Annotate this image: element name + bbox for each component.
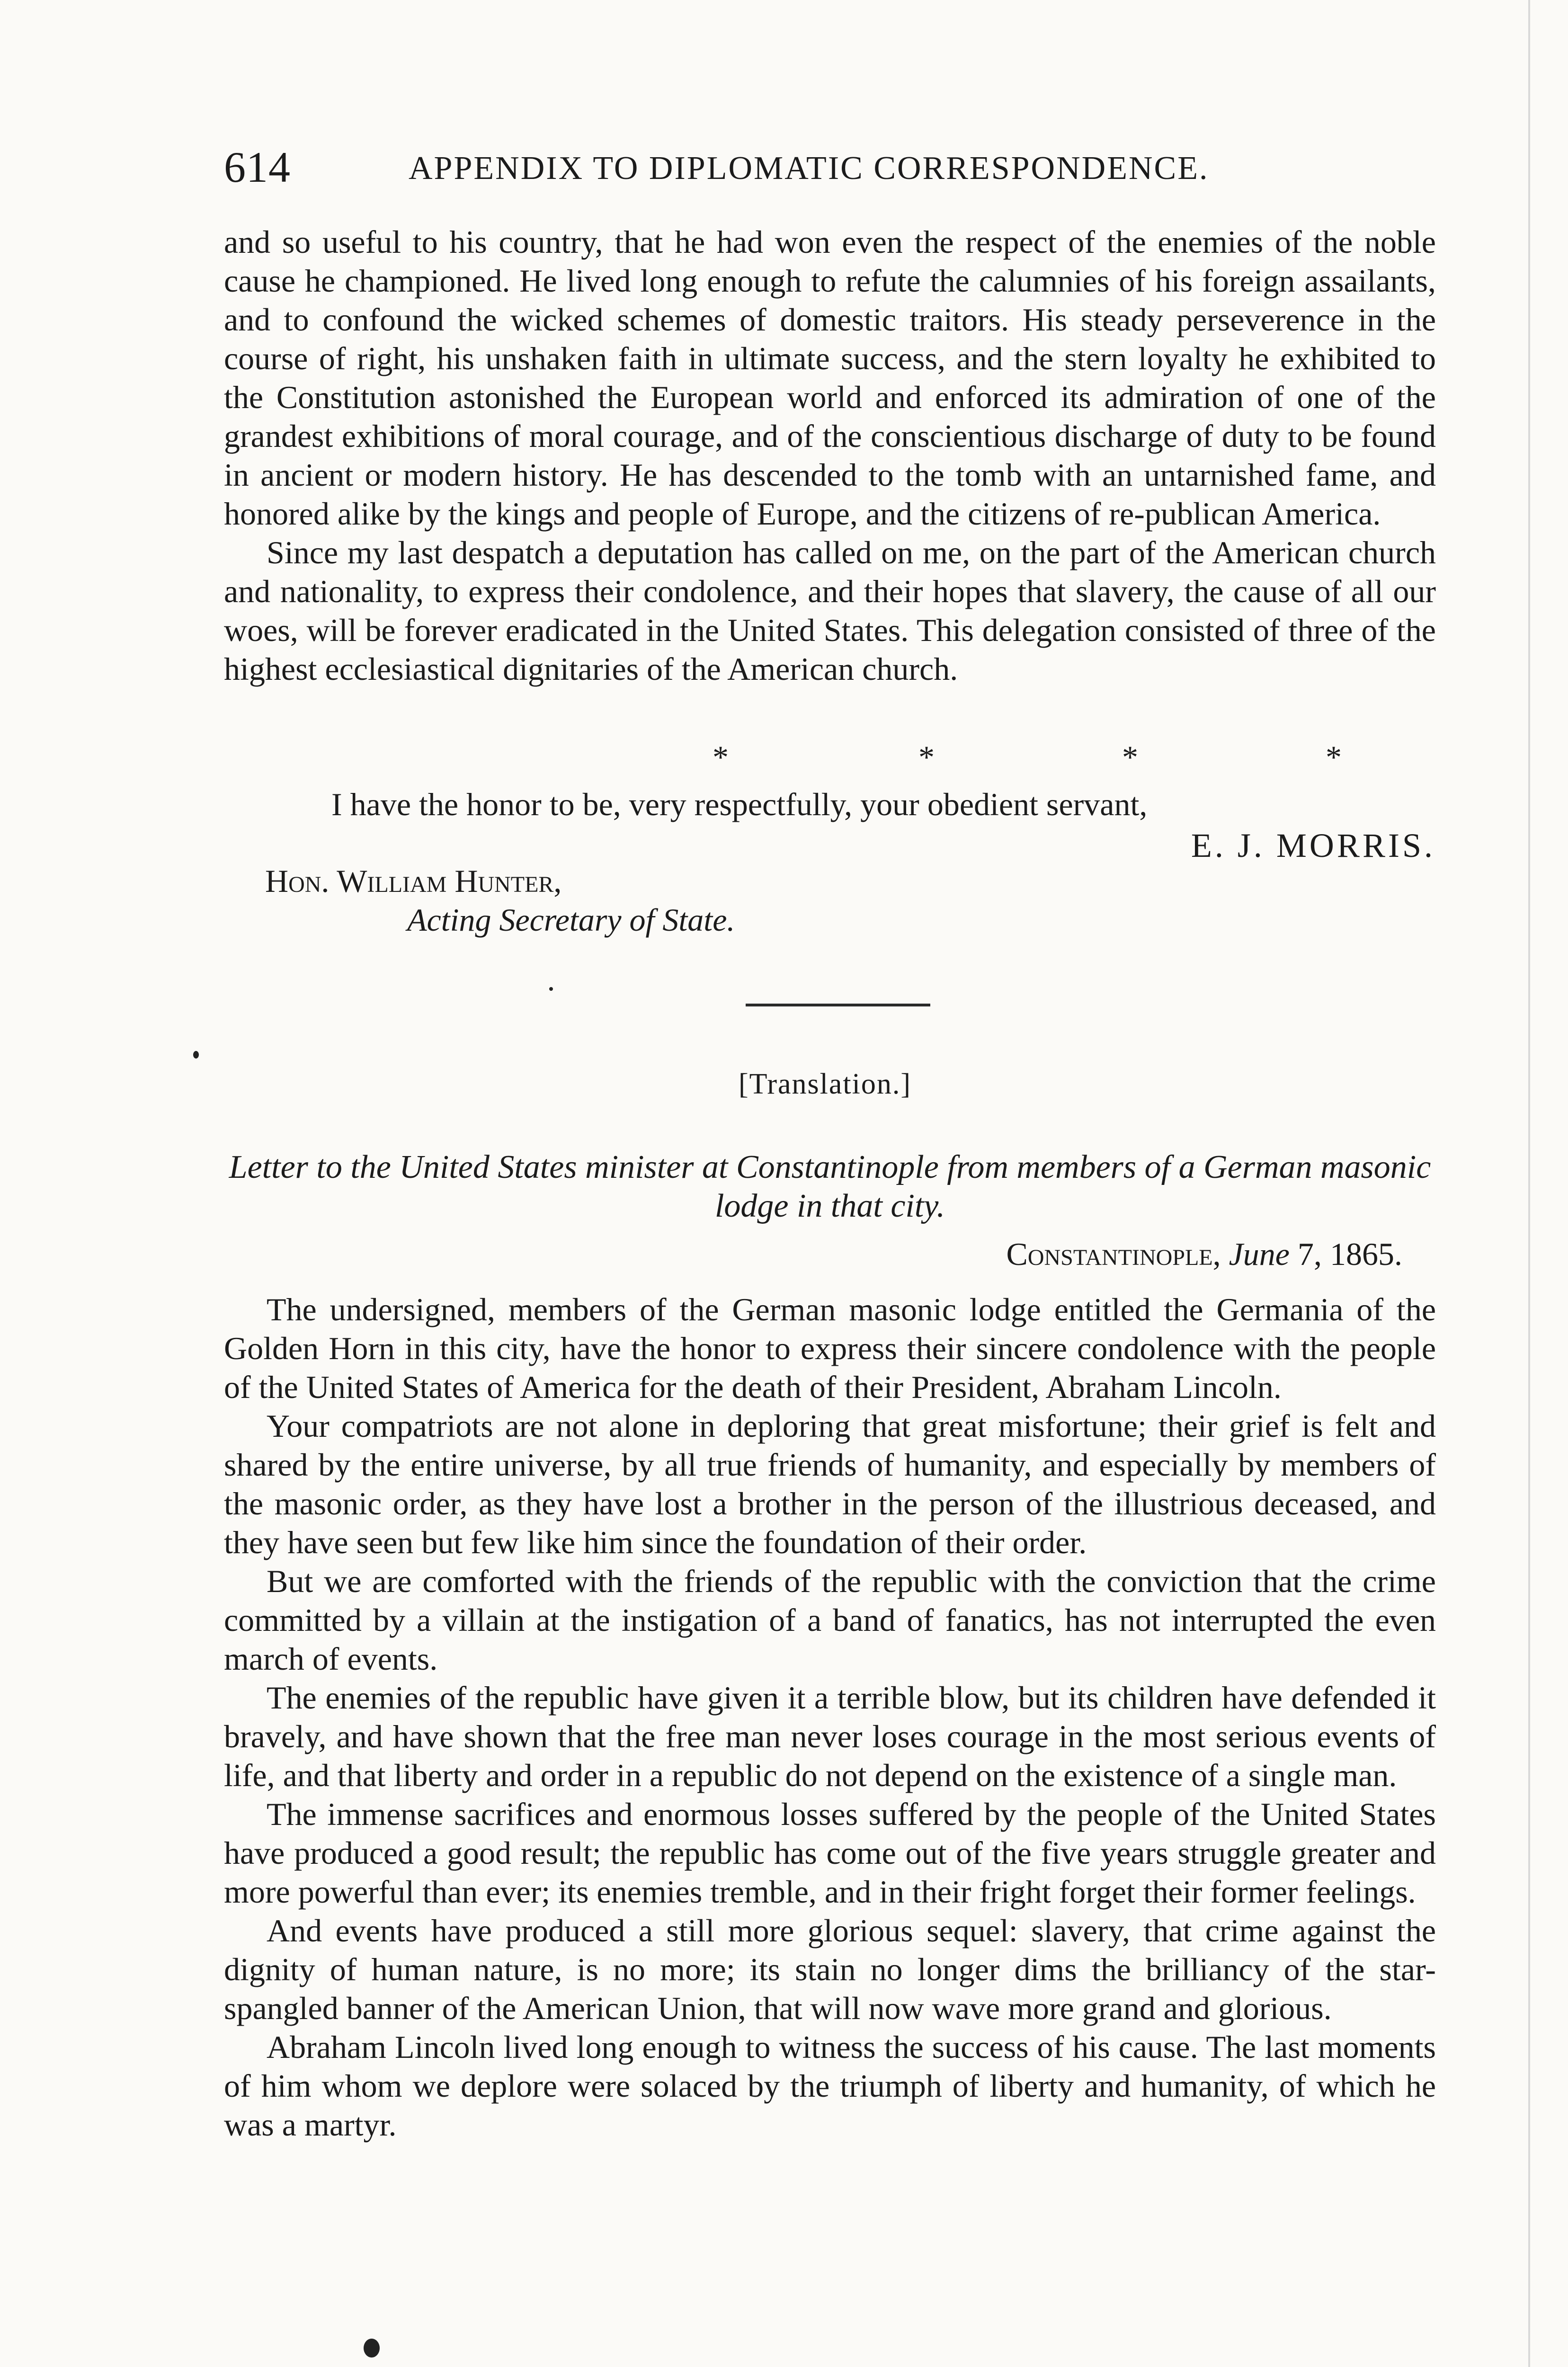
- section-divider: [746, 1004, 930, 1006]
- paragraph-enemies: The enemies of the republic have given it a terrible blow, but its children have defended it bravely, and have shown that the free man never loses courage in the most serious events of life, and that liberty and order in a republic do not depend on the existence of a single man.: [224, 1680, 1436, 1793]
- translated-letter-body: [224, 1290, 1436, 2144]
- ink-speck: [193, 1051, 199, 1059]
- asterisk-mark: *: [918, 739, 935, 775]
- asterisk-mark: *: [1326, 739, 1342, 775]
- paragraph-condolence: The undersigned, members of the German masonic lodge entitled the Germania of the Golden Horn in this city, have the honor to express their sincere condolence with the people of the United States of America for the death of their President, Abraham Lincoln.: [224, 1291, 1436, 1405]
- translation-note: [Translation.]: [739, 1068, 911, 1100]
- complimentary-close: I have the honor to be, very respectfully, your obedient servant,: [331, 786, 1148, 822]
- dateline-date: 7, 1865.: [1298, 1236, 1402, 1272]
- addressee-block: [265, 862, 735, 939]
- paragraph-slavery: And events have produced a still more glorious sequel: slavery, that crime against the dignity of human nature, is no more; its stain no longer dims the brilliancy of the star-spangled banner of the American Union, that will now wave more grand and glorious.: [224, 1913, 1436, 2026]
- page-edge-line: [1528, 0, 1530, 2367]
- asterisk-mark: *: [713, 739, 729, 775]
- paragraph-comforted: But we are comforted with the friends of the republic with the conviction that the crime committed by a villain at the instigation of a band of fanatics, has not interrupted the even march of events.: [224, 1563, 1436, 1677]
- letter-heading: Letter to the United States minister at Constantinople from members of a German masonic lodge in that city.: [229, 1149, 1431, 1224]
- paragraph-misfortune: Your compatriots are not alone in deploring that great misfortune; their grief is felt and shared by the entire universe, by all true friends of humanity, and especially by members of the masonic order, as they have lost a brother in the person of the illustrious deceased, and they have seen but few like him since the foundation of their order.: [224, 1408, 1436, 1560]
- paragraph-continued: and so useful to his country, that he had won even the respect of the enemies of the noble cause he championed. He lived long enough to refute the calumnies of his foreign assailants, and to confound the wicked schemes of domestic traitors. His steady perseverence in the course of right, his unshaken faith in ultimate success, and the stern loyalty he exhibited to the Constitution astonished the European world and enforced its admiration of one of the grandest exhibitions of moral courage, and of the conscientious discharge of duty to be found in ancient or modern history. He has descended to the tomb with an untarnished fame, and honored alike by the kings and people of Europe, and the citizens of re-publican America.: [224, 224, 1436, 532]
- letter-continuation: [224, 222, 1436, 688]
- signature: E. J. MORRIS.: [1191, 827, 1435, 864]
- dateline: [1006, 1236, 1402, 1273]
- addressee-name: Hon. William Hunter,: [265, 863, 562, 899]
- dateline-month: June: [1229, 1236, 1290, 1272]
- ink-speck: [364, 2339, 380, 2358]
- asterisk-mark: *: [1122, 739, 1138, 775]
- running-header: [224, 142, 1436, 191]
- addressee-title: Acting Secretary of State.: [407, 902, 735, 938]
- paragraph-lincoln: Abraham Lincoln lived long enough to witness the success of his cause. The last moments of him whom we deplore were solaced by the triumph of liberty and humanity, of which he was a martyr.: [224, 2029, 1436, 2143]
- running-title: APPENDIX TO DIPLOMATIC CORRESPONDENCE.: [409, 150, 1209, 187]
- ink-speck: [549, 987, 553, 991]
- paragraph-deputation: Since my last despatch a deputation has called on me, on the part of the American church and nationality, to express their condolence, and their hopes that slavery, the cause of all our woes, will be forever eradicated in the United States. This delegation consisted of three of the highest ecclesiastical dignitaries of the American church.: [224, 534, 1436, 687]
- paragraph-sacrifices: The immense sacrifices and enormous losses suffered by the people of the United States have produced a good result; the republic has come out of the five years struggle greater and more powerful than ever; its enemies tremble, and in their fright forget their former feelings.: [224, 1796, 1436, 1910]
- page-number: 614: [224, 143, 291, 191]
- dateline-place: Constantinople,: [1006, 1236, 1221, 1272]
